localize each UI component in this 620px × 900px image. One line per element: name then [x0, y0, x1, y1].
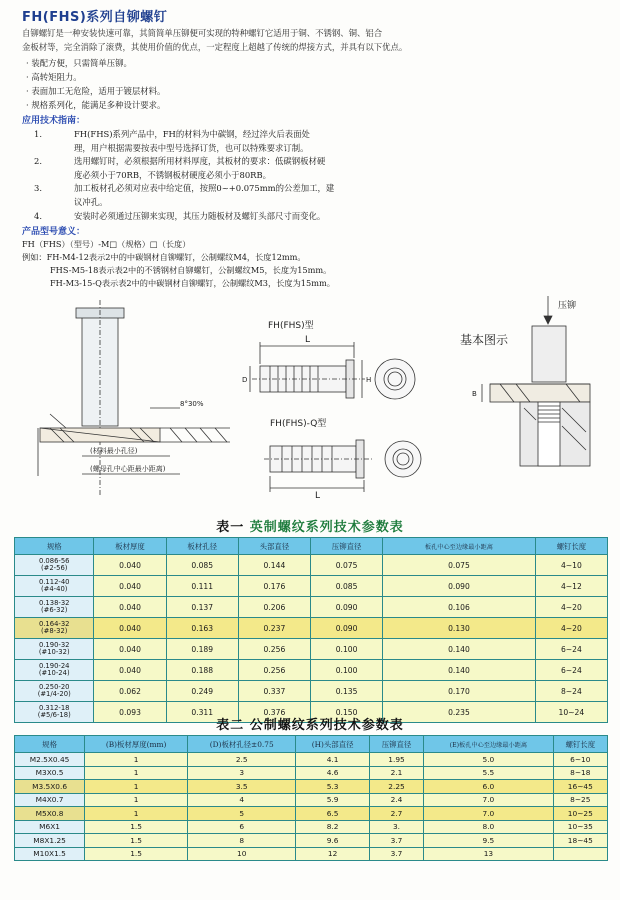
table-row — [15, 793, 608, 807]
table-cell: 2.5 — [188, 753, 296, 767]
col-header: 螺钉长度 — [535, 538, 607, 555]
table-cell: 0.040 — [94, 618, 166, 639]
basic-press-drawing — [482, 296, 590, 466]
table-cell: 2.4 — [369, 793, 423, 807]
table-cell: 0.093 — [94, 702, 166, 723]
spec-cell — [15, 618, 94, 639]
feature-item: · 表面加工无危险，适用于镀层材料。 — [26, 86, 166, 96]
guide-text: 理，用户根据需要按表中型号选择订货，也可以特殊要求订制。 — [74, 142, 309, 153]
table-cell: 12 — [296, 847, 369, 861]
table-cell: 10~35 — [553, 820, 607, 834]
imperial-spec-table — [14, 537, 608, 723]
spec-thread: (#10-32) — [38, 648, 70, 656]
guide-num: 4. — [34, 210, 42, 221]
table-cell: 1 — [85, 807, 188, 821]
spec-size: 0.190-32 — [38, 640, 70, 649]
spec-cell: M8X1.25 — [15, 834, 85, 848]
guide-text: 安装时必须通过压铆来实现，其压力随板材及螺钉头部尺寸而变化。 — [74, 210, 326, 221]
guide-num — [34, 142, 74, 156]
table-row — [15, 681, 608, 702]
guide-row — [34, 128, 594, 142]
col-header: (B)板材厚度(mm) — [85, 736, 188, 753]
col-header: 板材孔径 — [166, 538, 238, 555]
spec-thread: (#5/6-18) — [37, 711, 71, 719]
table-cell: 0.062 — [94, 681, 166, 702]
table-cell: 0.256 — [238, 639, 310, 660]
table-cell: 0.170 — [383, 681, 536, 702]
table-cell: 8.2 — [296, 820, 369, 834]
spec-cell: M2.5X0.45 — [15, 753, 85, 767]
technical-diagram — [20, 296, 605, 508]
table-cell: 1.5 — [85, 820, 188, 834]
fh-type-drawing — [250, 342, 415, 399]
table-cell: 0.237 — [238, 618, 310, 639]
table-cell: 1.5 — [85, 834, 188, 848]
table-cell: 0.085 — [311, 576, 383, 597]
table-row — [15, 597, 608, 618]
col-header: (H)头部直径 — [296, 736, 369, 753]
col-header: (E)板孔中心至边缘最小距离 — [424, 736, 553, 753]
feature-list — [26, 56, 165, 112]
table-cell: 8~24 — [535, 681, 607, 702]
col-header: 板材厚度 — [94, 538, 166, 555]
table-cell: 0.144 — [238, 555, 310, 576]
type-q-label: FH(FHS)-Q型 — [270, 419, 327, 429]
table-row — [15, 780, 608, 794]
table-cell: 5.3 — [296, 780, 369, 794]
model-heading: 产品型号意义： — [22, 227, 86, 237]
table-cell: 0.040 — [94, 555, 166, 576]
table-cell: 7.0 — [424, 793, 553, 807]
guide-row — [34, 196, 594, 210]
metric-spec-table — [14, 735, 608, 861]
table-cell: 0.376 — [238, 702, 310, 723]
guide-num: 3. — [34, 183, 42, 194]
table-cell: 0.075 — [383, 555, 536, 576]
table-cell: 0.188 — [166, 660, 238, 681]
table-cell: 13 — [424, 847, 553, 861]
col-header: (D)板材孔径±0.75 — [188, 736, 296, 753]
guide-num — [34, 169, 74, 183]
spec-cell — [15, 681, 94, 702]
table-cell: 4 — [188, 793, 296, 807]
dim-l-label: L — [305, 335, 311, 345]
table-cell: 2.25 — [369, 780, 423, 794]
table-cell: 0.090 — [383, 576, 536, 597]
intro-line: 自铆螺钉是一种安装快速可靠，其简简单压铆便可实现的特种螺钉它适用于铜、不锈钢、铜、铝合 — [22, 28, 383, 38]
table-cell: 4~20 — [535, 597, 607, 618]
press-label: 压铆 — [558, 301, 577, 311]
table-header-row — [15, 538, 608, 555]
table-cell: 0.100 — [311, 639, 383, 660]
spec-thread: (#2-56) — [41, 564, 68, 572]
table-row — [15, 618, 608, 639]
col-header: 压铆直径 — [311, 538, 383, 555]
table-cell: 6~24 — [535, 660, 607, 681]
col-header: 规格 — [15, 736, 85, 753]
model-line: FH（FHS）（型号）-M□（规格）□（长度） — [22, 239, 191, 249]
spec-thread: (#4-40) — [41, 585, 68, 593]
guide-text: 加工板材孔必须对应表中给定值，按照0~+0.075mm的公差加工，建 — [74, 183, 335, 194]
table-cell: 4.1 — [296, 753, 369, 767]
table-cell: 9.5 — [424, 834, 553, 848]
feature-item: · 高转矩阻力。 — [26, 72, 82, 82]
table-cell: 0.130 — [383, 618, 536, 639]
spec-size: 0.138-32 — [38, 598, 70, 607]
hole-label: (材料最小孔径) — [90, 447, 138, 455]
table-cell: 1.95 — [369, 753, 423, 767]
table1-title — [0, 516, 620, 535]
spec-cell: M5X0.8 — [15, 807, 85, 821]
table-row — [15, 807, 608, 821]
table-cell: 10~24 — [535, 702, 607, 723]
spec-cell — [15, 555, 94, 576]
table-cell: 6.0 — [424, 780, 553, 794]
table-cell: 0.111 — [166, 576, 238, 597]
dim-l-label-q: L — [315, 491, 321, 501]
table-cell: 5.0 — [424, 753, 553, 767]
table-cell: 0.235 — [383, 702, 536, 723]
spec-size: 0.190-24 — [38, 661, 70, 670]
table2-title-prefix: 表二 — [216, 718, 245, 733]
spec-cell — [15, 576, 94, 597]
guide-list — [34, 128, 594, 223]
spec-size: 0.250-20 — [38, 682, 70, 691]
table-cell: 6.5 — [296, 807, 369, 821]
guide-text: 议冲孔。 — [74, 196, 108, 207]
table-cell: 4~20 — [535, 618, 607, 639]
fh-q-type-drawing — [264, 440, 421, 492]
col-header: 板孔中心至边缘最小距离 — [383, 538, 536, 555]
table-cell: 0.256 — [238, 660, 310, 681]
table-cell: 0.100 — [311, 660, 383, 681]
table-cell: 0.085 — [166, 555, 238, 576]
basic-diagram-label: 基本图示 — [460, 333, 509, 347]
model-line: FH-M3-15-Q表示表2中的中碳钢材自铆螺钉，公制螺纹M3，长度为15mm。 — [50, 278, 335, 288]
table-cell: 0.040 — [94, 576, 166, 597]
guide-row — [34, 142, 594, 156]
table-row — [15, 639, 608, 660]
table-cell: 2.1 — [369, 766, 423, 780]
table-cell: 10~25 — [553, 807, 607, 821]
table-cell: 5.9 — [296, 793, 369, 807]
spec-thread: (#8-32) — [41, 627, 68, 635]
guide-text: 选用螺钉时，必须根据所用材料厚度，其板材的要求：低碳钢板材硬 — [74, 156, 326, 167]
col-header: 规格 — [15, 538, 94, 555]
table-cell: 1 — [85, 766, 188, 780]
spec-cell — [15, 660, 94, 681]
dim-b-label: B — [472, 390, 477, 398]
table-cell: 0.090 — [311, 597, 383, 618]
guide-num — [34, 196, 74, 210]
page-title: FH(FHS)系列自铆螺钉 — [22, 10, 168, 25]
table-cell: 9.6 — [296, 834, 369, 848]
feature-item: · 规格系列化，能满足多种设计要求。 — [26, 100, 166, 110]
model-line: FHS-M5-18表示表2中的不锈钢材自铆螺钉，公制螺纹M5，长度为15mm。 — [50, 265, 332, 275]
intro-line: 金板材等，完全消除了滚费，其使用价值的优点，一定程度上超越了传统的焊接方式，并具有以下优点。 — [22, 42, 408, 52]
table-cell: 0.106 — [383, 597, 536, 618]
table-cell: 8 — [188, 834, 296, 848]
table-cell: 0.150 — [311, 702, 383, 723]
table-cell: 3.7 — [369, 834, 423, 848]
table-cell: 1.5 — [85, 847, 188, 861]
table-cell: 0.337 — [238, 681, 310, 702]
table-cell: 16~45 — [553, 780, 607, 794]
table-row — [15, 820, 608, 834]
table-cell: 1 — [85, 753, 188, 767]
guide-row — [34, 155, 594, 169]
guide-text: FH(FHS)系列产品中，FH的材料为中碳钢，经过淬火后表面处 — [74, 129, 310, 139]
guide-row — [34, 210, 594, 224]
center-label: (螺母孔中心距最小距离) — [90, 465, 166, 473]
table-cell: 0.040 — [94, 639, 166, 660]
table1-title-text: 英制螺纹系列技术参数表 — [249, 520, 404, 535]
table-cell: 10 — [188, 847, 296, 861]
guide-row — [34, 182, 594, 196]
table-cell: 18~45 — [553, 834, 607, 848]
spec-thread: (#10-24) — [38, 669, 70, 677]
col-header: 压铆直径 — [369, 736, 423, 753]
table-cell: 6~10 — [553, 753, 607, 767]
table-row — [15, 660, 608, 681]
table-cell: 7.0 — [424, 807, 553, 821]
table-row — [15, 766, 608, 780]
table-cell: 0.040 — [94, 660, 166, 681]
table-cell: 3.7 — [369, 847, 423, 861]
table-cell: 3. — [369, 820, 423, 834]
type-fh-label: FH(FHS)型 — [268, 321, 314, 331]
spec-cell: M10X1.5 — [15, 847, 85, 861]
table1-title-prefix: 表一 — [216, 520, 245, 535]
table-cell: 0.176 — [238, 576, 310, 597]
table-cell: 0.140 — [383, 660, 536, 681]
table-cell: 0.206 — [238, 597, 310, 618]
table-cell: 8.0 — [424, 820, 553, 834]
spec-cell: M4X0.7 — [15, 793, 85, 807]
table-cell: 0.135 — [311, 681, 383, 702]
spec-cell: M3X0.5 — [15, 766, 85, 780]
table-cell: 4.6 — [296, 766, 369, 780]
model-line: 例如：FH-M4-12表示2中的中碳钢材自铆螺钉，公制螺纹M4，长度12mm。 — [22, 252, 306, 262]
guide-text: 度必须小于70RB，不锈钢板材硬度必须小于80RB。 — [74, 169, 271, 180]
table-cell: 0.040 — [94, 597, 166, 618]
guide-row — [34, 169, 594, 183]
spec-thread: (#6-32) — [41, 606, 68, 614]
spec-size: 0.312-18 — [38, 703, 70, 712]
table-cell: 5 — [188, 807, 296, 821]
spec-thread: (#1/4-20) — [37, 690, 71, 698]
angle-label: 8°30% — [180, 400, 204, 408]
feature-item: · 装配方便，只需简单压铆。 — [26, 58, 132, 68]
table-cell: 0.090 — [311, 618, 383, 639]
spec-cell — [15, 639, 94, 660]
table-cell: 3 — [188, 766, 296, 780]
dim-h-label: H — [366, 376, 372, 384]
table-cell: 0.075 — [311, 555, 383, 576]
spec-size: 0.164-32 — [38, 619, 70, 628]
spec-cell: M3.5X0.6 — [15, 780, 85, 794]
col-header: 螺钉长度 — [553, 736, 607, 753]
spec-cell — [15, 597, 94, 618]
spec-size: 0.112-40 — [38, 577, 70, 586]
table-cell: 2.7 — [369, 807, 423, 821]
dim-d-label: D — [242, 376, 248, 384]
table-cell: 4~10 — [535, 555, 607, 576]
table-cell: 1 — [85, 793, 188, 807]
table-cell: 0.249 — [166, 681, 238, 702]
table-cell: 0.140 — [383, 639, 536, 660]
spec-size: 0.086-56 — [38, 556, 70, 565]
guide-num: 2. — [34, 156, 42, 167]
table-row — [15, 555, 608, 576]
table-header-row — [15, 736, 608, 753]
table-cell — [553, 847, 607, 861]
guide-heading: 应用技术指南： — [22, 116, 86, 126]
spec-cell: M6X1 — [15, 820, 85, 834]
table-cell: 0.137 — [166, 597, 238, 618]
table-cell: 0.163 — [166, 618, 238, 639]
table-cell: 4~12 — [535, 576, 607, 597]
table-cell: 6 — [188, 820, 296, 834]
table-row — [15, 753, 608, 767]
table-cell: 1 — [85, 780, 188, 794]
table-cell: 8~18 — [553, 766, 607, 780]
intro-paragraph — [22, 26, 607, 54]
table2-title-text: 公制螺纹系列技术参数表 — [249, 718, 404, 733]
table-cell: 8~25 — [553, 793, 607, 807]
table-cell: 3.5 — [188, 780, 296, 794]
table-cell: 0.189 — [166, 639, 238, 660]
guide-num: 1. — [34, 129, 42, 139]
table-row — [15, 847, 608, 861]
model-lines — [22, 238, 335, 290]
table-cell: 6~24 — [535, 639, 607, 660]
table-row — [15, 576, 608, 597]
col-header: 头部直径 — [238, 538, 310, 555]
table-cell: 0.311 — [166, 702, 238, 723]
table-cell: 5.5 — [424, 766, 553, 780]
table-row — [15, 834, 608, 848]
